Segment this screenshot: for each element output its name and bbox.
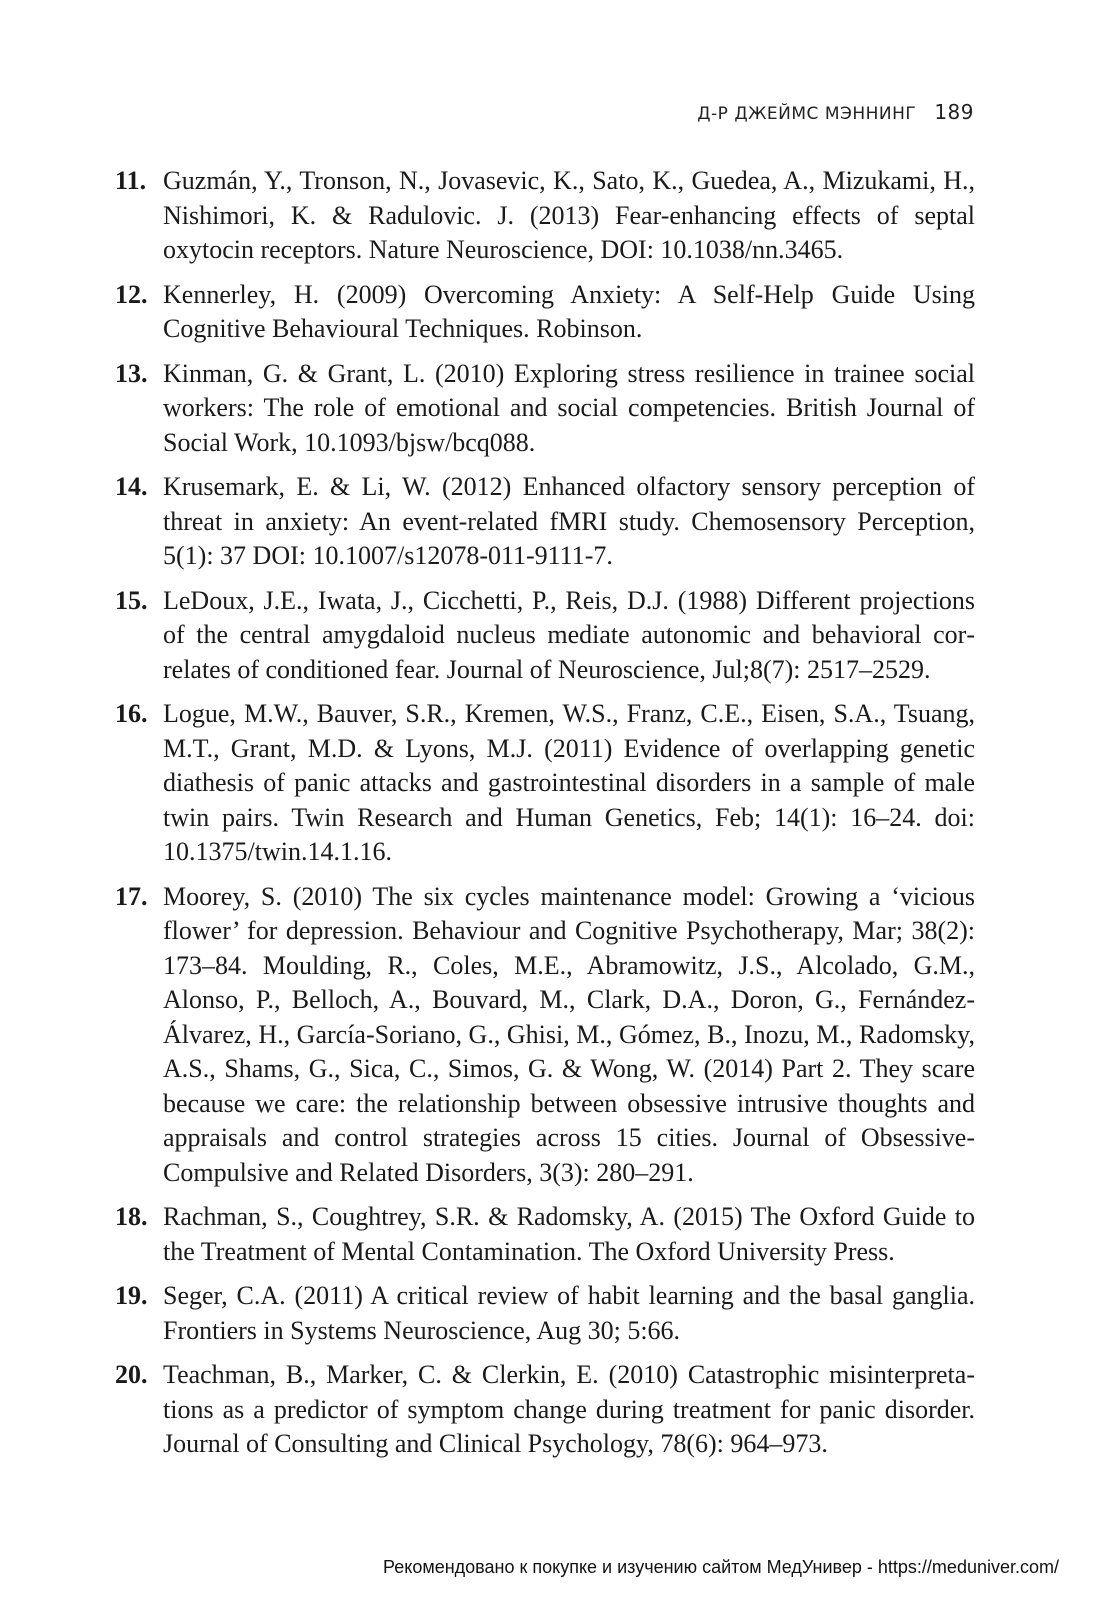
reference-number: 17.	[115, 881, 148, 911]
reference-number: 12.	[115, 279, 148, 309]
reference-text: Guzmán, Y., Tronson, N., Jovasevic, K., Sato, K., Guedea, A., Mizukami, H., Nishimori, K. & Radulovic. J. (2013) Fear-enhancing effects of septal oxytocin receptors. Nature Neuroscience, DOI: 10.1038/nn.3465.	[163, 166, 975, 264]
reference-number: 14.	[115, 472, 148, 501]
reference-text: Moorey, S. (2010) The six cycles maintenance model: Growing a ‘vicious flower’ for depression. Behaviour and Cognitive Psychotherapy, Mar; 38(2): 173–84. Moulding, R., Coles, M.E., Abramowitz, J.S., Alcolado, G.M., Alonso, P., Belloch, A., Bouvard, M., Clark, D.A., Doron, G., Fernández-Álvarez, H., García-Soriano, G., Ghisi, M., Gómez, B., Inozu, M., Radomsky, A.S., Shams, G., Sica, C., Simos, G. & Wong, W. (2014) Part 2. They scare because we care: the relationship between obsessive intrusive thoughts and appraisals and control strategies across 15 cities. Journal of Obsessive-Compulsive and Related Disorders, 3(3): 280–291.	[163, 881, 975, 1187]
reference-item	[115, 584, 975, 688]
reference-number: 18.	[115, 1202, 148, 1231]
reference-number: 16.	[115, 699, 148, 728]
reference-text: LeDoux, J.E., Iwata, J., Cicchetti, P., Reis, D.J. (1988) Different projections of the central amygdaloid nucleus mediate autonomic and behavioral correlates of conditioned fear. Journal of Neuroscience, Jul;8(7): 2517–2529.	[163, 585, 975, 684]
reference-list	[115, 164, 975, 1472]
reference-text: Krusemark, E. & Li, W. (2012) Enhanced olfactory sensory perception of threat in anxiety: An event-related fMRI study. Chemosensory Perception, 5(1): 37 DOI: 10.1007/s12078-011-9111-7.	[163, 472, 975, 570]
reference-item	[115, 880, 975, 1191]
footer-note: Рекомендовано к покупке и изучению сайтом МедУнивер - https://meduniver.com/	[383, 1557, 1059, 1577]
reference-number: 11.	[115, 166, 147, 195]
reference-text: Kennerley, H. (2009) Overcoming Anxiety: A Self-Help Guide Using Cognitive Behavioural Techniques. Robinson.	[163, 279, 975, 343]
reference-item	[115, 1200, 975, 1269]
reference-item	[115, 1279, 975, 1348]
reference-text: Rachman, S., Coughtrey, S.R. & Radomsky, A. (2015) The Oxford Guide to the Treatment of Mental Contamination. The Oxford University Press.	[163, 1202, 975, 1266]
reference-item	[115, 357, 975, 461]
reference-text: Teachman, B., Marker, C. & Clerkin, E. (2010) Catastrophic misinterpretations as a predictor of symptom change during treatment for panic disorder. Journal of Consulting and Clinical Psychology, 78(6): 964–973.	[163, 1360, 975, 1458]
reference-number: 20.	[115, 1360, 148, 1389]
reference-item	[115, 470, 975, 574]
reference-number: 13.	[115, 358, 148, 388]
reference-number: 15.	[115, 585, 148, 615]
reference-text: Logue, M.W., Bauver, S.R., Kremen, W.S., Franz, C.E., Eisen, S.A., Tsuang, M.T., Grant, M.D. & Lyons, M.J. (2011) Evidence of overlapping genetic diathesis of panic attacks and gastrointestinal disorders in a sample of male twin pairs. Twin Research and Human Genetics, Feb; 14(1): 16–24. doi: 10.1375/twin.14.1.16.	[163, 699, 975, 866]
reference-text: Kinman, G. & Grant, L. (2010) Exploring stress resilience in trainee social workers: The role of emotional and social competencies. British Journal of Social Work, 10.1093/bjsw/bcq088.	[163, 358, 975, 457]
reference-item	[115, 697, 975, 870]
reference-item	[115, 278, 975, 347]
reference-number: 19.	[115, 1281, 148, 1310]
reference-item	[115, 164, 975, 268]
running-head	[697, 100, 974, 124]
reference-item	[115, 1358, 975, 1462]
page-number: 189	[934, 100, 974, 124]
reference-text: Seger, C.A. (2011) A critical review of habit learning and the basal ganglia. Frontiers in Systems Neuroscience, Aug 30; 5:66.	[163, 1281, 975, 1345]
running-head-author: Д-Р ДЖЕЙМС МЭННИНГ	[697, 104, 917, 124]
